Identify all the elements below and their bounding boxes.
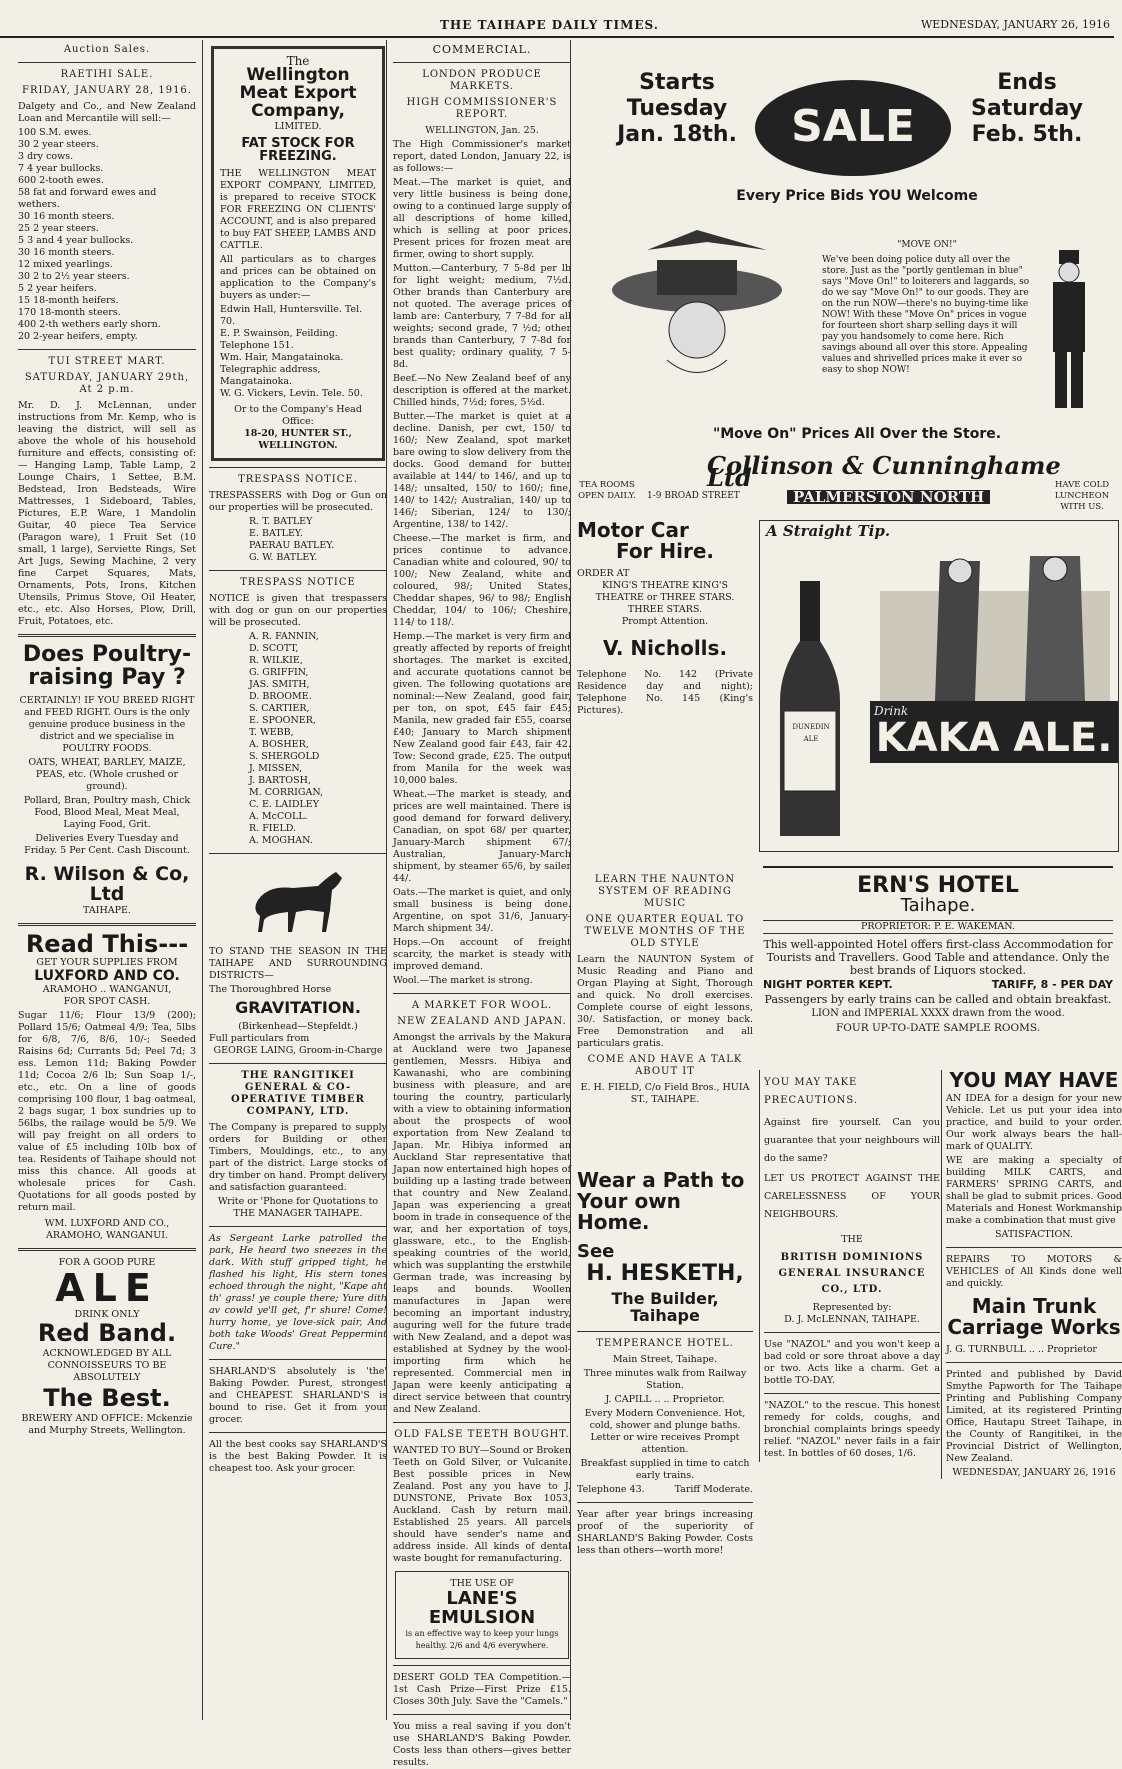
raetihi-lot: 20 2-year heifers, empty.: [18, 331, 138, 342]
naunton-subtitle: ONE QUARTER EQUAL TO TWELVE MONTHS OF THE OLD STYLE: [584, 914, 746, 949]
tearooms-note: TEA ROOMS OPEN DAILY.: [578, 480, 636, 501]
wilson-town: TAIHAPE.: [83, 905, 131, 917]
tui-date: SATURDAY, JANUARY 29th, At 2 p.m.: [24, 372, 190, 395]
hesketh-builder: The Builder, Taihape: [611, 1288, 719, 1325]
raetihi-lot: 170 18-month steers.: [18, 307, 121, 318]
wool-subtitle: NEW ZEALAND AND JAPAN.: [397, 1016, 567, 1027]
luxford-signature: WM. LUXFORD AND CO., ARAMOHO, WANGANUI.: [44, 1217, 170, 1241]
raetihi-lot: 30 16 month steers.: [18, 247, 115, 258]
sharland-ad-2: All the best cooks say SHARLAND'S is the best Baking Powder. It is cheapest too. Ask your grocer.: [209, 1438, 387, 1474]
luxford-intro: GET YOUR SUPPLIES FROM: [36, 957, 178, 969]
meat-fat-stock: FAT STOCK FOR FREEZING.: [241, 135, 355, 165]
temperance-title: TEMPERANCE HOTEL.: [596, 1337, 734, 1349]
motor-head-1: Motor Car: [577, 518, 689, 542]
market-paragraph: Hemp.—The market is very firm and greatly affected by reports of freight shortages. The market is excited, and accurate quotations cannot be given. The following quotations are nominal:—New Zealand, good fair, per ton, on spot, £45 fair £45; Manila, new graded fair £55, coarse £40; January to March shipment New Zealand good fair £43, fair 42. Tow: Second grade, £25. The output from Manila for the week was 10,000 bales.: [393, 631, 571, 786]
masthead: [0, 14, 1114, 38]
teeth-title: OLD FALSE TEETH BOUGHT.: [394, 1429, 570, 1440]
naunton-field: E. H. FIELD, C/o Field Bros., HUIA ST., TAIHAPE.: [580, 1082, 750, 1105]
lower-row: [577, 1068, 1122, 1710]
carriage-specialty: WE are making a specialty of building MILK CARTS, and FARMERS' SPRING CARTS, and shall be glad to submit prices. Good Materials and Honest Workmanship make a combination that must give: [946, 1155, 1122, 1226]
meat-office: Or to the Company's Head Office:: [234, 403, 362, 427]
raetihi-lot: 3 dry cows.: [18, 151, 74, 162]
ale-for: FOR A GOOD PURE: [58, 1256, 156, 1268]
raetihi-lot: 400 2-th wethers early shorn.: [18, 319, 161, 330]
carriage-works-ad: [941, 1070, 1122, 1479]
column-2: [202, 40, 387, 1720]
poultry-delivery: Deliveries Every Tuesday and Friday. 5 Per Cent. Cash Discount.: [24, 833, 190, 857]
hotel-title: ERN'S HOTEL: [857, 873, 1019, 898]
column-1: [18, 40, 196, 1720]
hotel-tariff: TARIFF, 8 - PER DAY: [991, 977, 1113, 991]
motor-owner: V. Nicholls.: [602, 636, 728, 660]
raetihi-lot: 12 mixed yearlings.: [18, 259, 113, 270]
raetihi-lot: 25 2 year steers.: [18, 223, 99, 234]
hotel-porter: NIGHT PORTER KEPT.: [763, 977, 893, 991]
auction-heading: Auction Sales.: [63, 44, 151, 55]
raetihi-lot: 7 4 year bullocks.: [18, 163, 104, 174]
horse-stand: TO STAND THE SEASON IN THE TAIHAPE AND SURROUNDING DISTRICTS—: [209, 945, 387, 981]
nazol-ad-1: Use "NAZOL" and you won't keep a bad cold or sore throat above a day or two. Acts like a charm. Get a bottle TO-DAY.: [764, 1339, 940, 1386]
policeman-illustration: [1039, 250, 1099, 410]
market-paragraph: Wool.—The market is strong.: [393, 975, 533, 986]
temperance-body: Every Modern Convenience. Hot, cold, shower and plunge baths. Letter or wire receives Prompt attention.: [584, 1407, 746, 1455]
precautions-head: YOU MAY TAKE PRECAUTIONS.: [764, 1077, 859, 1106]
raetihi-intro: Dalgety and Co., and New Zealand Loan and Mercantile will sell:—: [18, 101, 196, 124]
desert-gold-ad: DESERT GOLD TEA Competition.—1st Cash Prize—First Prize £15. Closes 30th July. Save the "Camels.": [393, 1671, 571, 1707]
trespass-2-name: R. FIELD.: [249, 822, 297, 834]
temperance-proprietor: J. CAPILL .. .. Proprietor.: [605, 1393, 725, 1405]
imprint-date: WEDNESDAY, JANUARY 26, 1916: [952, 1467, 1116, 1478]
men-illustration: [880, 551, 1110, 701]
teeth-body: WANTED TO BUY—Sound or Broken Teeth on Gold Silver, or Vulcanite. Best possible prices in New Zealand. Post any you have to J. DUNSTONE, Private Box 1053, Auckland. Cash by return mail. Established 25 years. All parcels should have sender's name and address inside. All kinds of dental waste bought for remanufacturing.: [393, 1445, 571, 1564]
raetihi-lot: 58 fat and forward ewes and wethers.: [18, 187, 157, 210]
motor-head-2: For Hire.: [615, 539, 715, 563]
trespass-2-title: TRESPASS NOTICE: [240, 576, 356, 588]
move-on-body: We've been doing police duty all over the store. Just as the "portly gentleman in blue" says "Move On!" to loiterers and laggards, so do we say "Move On!" to our goods. They are on the run NOW—there's no buying-time like NOW! With these "Move On" prices in vogue for fourteen short sharp selling days it will pay you handsomely to come here. Rich savings abound all over this store. Appealing values and shrivelled prices make it ever so easy to shop NOW!: [822, 255, 1030, 375]
bottle-icon: [770, 581, 850, 841]
horse-illustration: [209, 860, 387, 944]
meat-buyer: Edwin Hall, Huntersville. Tel. 70.: [220, 303, 363, 327]
trespass-2-body: NOTICE is given that trespassers with dog or gun on our properties will be prosecuted.: [209, 592, 387, 628]
kaka-banner: [870, 701, 1118, 763]
kaka-tip: A Straight Tip.: [766, 522, 891, 540]
tui-title: TUI STREET MART.: [48, 356, 166, 367]
temperance-breakfast: Breakfast supplied in time to catch early trains.: [580, 1457, 750, 1481]
meat-company-name: Wellington Meat Export Company,: [239, 65, 357, 121]
raetihi-title: RAETIHI SALE.: [60, 69, 154, 80]
horse-pedigree: (Birkenhead—Stepfeldt.): [238, 1020, 358, 1032]
horse-name: GRAVITATION.: [235, 997, 361, 1017]
you-may-have: YOU MAY HAVE: [949, 1068, 1119, 1092]
newspaper-title: THE TAIHAPE DAILY TIMES.: [440, 18, 659, 32]
store-address: 1-9 BROAD STREET: [647, 491, 740, 501]
horse-particulars: Full particulars from: [209, 1032, 310, 1044]
sale-tagline: Every Price Bids YOU Welcome: [736, 188, 978, 204]
temperance-address: Main Street, Taihape.: [612, 1353, 718, 1365]
lanes-use: THE USE OF: [450, 1578, 514, 1589]
sharland-proof-ad: Year after year brings increasing proof of the superiority of SHARLAND'S Baking Powder. Costs less than others—worth more!: [577, 1508, 753, 1556]
hotel-trains: Passengers by early trains can be called and obtain breakfast.: [764, 992, 1112, 1006]
kaka-name: KAKA ALE.: [875, 715, 1113, 761]
timber-manager: THE MANAGER TAIHAPE.: [233, 1207, 363, 1219]
insurance-agent: D. J. McLENNAN, TAIHAPE.: [784, 1314, 920, 1325]
london-markets-title: LONDON PRODUCE MARKETS.: [422, 69, 542, 92]
nazol-ad-2: "NAZOL" to the rescue. This honest remedy for colds, coughs, and bronchial complaints brings speedy relief. "NAZOL" never fails in a fair test. In bottles of 60 doses, 1/6.: [764, 1400, 940, 1459]
raetihi-lot: 15 18-month heifers.: [18, 295, 119, 306]
temperance-tariff: Tariff Moderate.: [674, 1483, 753, 1495]
trespass-2-name: A. McCOLL.: [249, 810, 308, 822]
poultry-body: CERTAINLY! IF YOU BREED RIGHT and FEED RIGHT. Ours is the only genuine produce business in the district and we specialise in POULTRY FOODS.: [19, 695, 195, 755]
sale-oval: SALE: [755, 80, 951, 176]
trespass-2-name: J. MISSEN,: [249, 762, 303, 774]
sale-ad: [577, 40, 1117, 510]
trespass-2-name: R. WILKIE,: [249, 654, 303, 666]
lady-with-hat-illustration: [607, 220, 787, 390]
sharland-ad-1: SHARLAND'S absolutely is 'the' Baking Powder. Purest, strongest and CHEAPEST. SHARLAND'S is bound to rise. Get it from your grocer.: [209, 1365, 387, 1425]
wilson-name: R. Wilson & Co, Ltd: [24, 863, 190, 906]
carriage-repairs: REPAIRS TO MOTORS & VEHICLES of All Kinds done well and quickly.: [946, 1254, 1122, 1289]
move-on-copy: [822, 240, 1032, 376]
trespass-1-names: [209, 516, 387, 564]
luxford-towns: ARAMOHO .. WANGANUI,: [42, 983, 172, 995]
luxford-body: Sugar 11/6; Flour 13/9 (200); Pollard 15/6; Oatmeal 4/9; Tea, 5lbs for 6/8, 7/6, 8/6, 10/-; Seeded Raisins 6d; Currants 5d; Peel 7d; 3 ess. Lemon 11d; Baking Powder 11d; Cocoa 2/6 lb; Sun Soap 1/-, etc., etc. On a line of goods comprising 100 flour, 1 bag oatmeal, 2 bags sugar, 1 box sundries up to 56lbs, the railage would be 5/9. We will pay freight on all orders to value of £5 including 10lb box of tea. Residents of Taihape should not miss this chance. All goods at wholesale prices for Cash. Quotations for all goods posted by return mail.: [18, 1009, 196, 1213]
meat-buyer: W. G. Vickers, Levin. Tele. 50.: [220, 387, 363, 399]
insurance-ad: [759, 1070, 940, 1462]
precautions-protect: LET US PROTECT AGAINST THE CARELESSNESS OF YOUR NEIGHBOURS.: [764, 1173, 940, 1220]
market-paragraph: Wheat.—The market is steady, and prices are well maintained. There is good demand for forward delivery. Canadian, on spot 68/ per quarter, January-March shipment 67/; Australian, January-March shipment, by steamer 65/6, by sailer 44/.: [393, 789, 571, 884]
market-report: [393, 139, 571, 987]
trespass-1-title: TRESPASS NOTICE.: [238, 473, 358, 485]
meat-particulars: All particulars as to charges and prices can be obtained on application to the Company's buyers as under:—: [220, 253, 376, 301]
column-3: [386, 40, 571, 1768]
lanes-tagline: is an effective way to keep your lungs healthy. 2/6 and 4/6 everywhere.: [405, 1628, 559, 1650]
commercial-heading: COMMERCIAL.: [432, 43, 532, 56]
sale-ends: Ends Saturday Feb. 5th.: [971, 70, 1083, 147]
carriage-proprietor: J. G. TURNBULL .. .. Proprietor: [946, 1344, 1097, 1355]
trespass-2-name: D. SCOTT,: [249, 642, 299, 654]
market-paragraph: Hops.—On account of freight scarcity, the market is steady with improved demand.: [393, 937, 571, 972]
move-on-heading: "MOVE ON!": [897, 240, 957, 250]
read-this-headline: Read This---: [25, 930, 189, 959]
poultry-headline: Does Poultry-raising Pay ?: [22, 642, 192, 691]
trespass-1-body: TRESPASSERS with Dog or Gun on our properties will be prosecuted.: [209, 489, 387, 513]
trespass-2-name: J. BARTOSH,: [249, 774, 311, 786]
path-headline: Wear a Path to Your own Home.: [577, 1168, 745, 1234]
ale-brewery: BREWERY AND OFFICE: Mckenzie and Murphy Streets, Wellington.: [21, 1413, 193, 1437]
meat-body: THE WELLINGTON MEAT EXPORT COMPANY, LIMITED, is prepared to receive STOCK FOR FREEZING ON CLIENTS' ACCOUNT, and is also prepared to buy FAT SHEEP, LAMBS AND CATTLE.: [220, 167, 376, 251]
wool-body: Amongst the arrivals by the Makura at Auckland were two Japanese gentlemen, Messrs. Hibiya and Kawanashi, who are combining business with pleasure, and are touring the country, particularly with a view to obtaining information about the prospects of wool exportation from New Zealand to Japan. Mr. Hibiya informed an Auckland Star representative that Japan now entertained high hopes of building up a lasting trade between that country and New Zealand. Japan was experiencing a great boom in trade in consequence of the war, and her exportation of toys, glassware, etc., to the English-speaking countries of the world, which was supplanting the erstwhile German trade, was increasing by leaps and bounds. Woollen manufactures in Japan were becoming an important industry, auguring well for the future trade with New Zealand, and a depot was established at Sydney by the wool-importing firm which he represented. Commercial men in Japan were keenly anticipating a direct service between that country and New Zealand.: [393, 1032, 571, 1415]
meat-buyer: E. P. Swainson, Feilding. Telephone 151.: [220, 327, 338, 351]
market-dateline: WELLINGTON, Jan. 25.: [425, 125, 539, 136]
meat-limited: LIMITED.: [274, 120, 322, 132]
insurance-company: BRITISH DOMINIONS GENERAL INSURANCE CO., LTD.: [778, 1252, 926, 1295]
naunton-title: LEARN THE NAUNTON SYSTEM OF READING MUSIC: [594, 874, 736, 909]
erns-hotel-ad: [763, 866, 1113, 1036]
motor-prompt: Prompt Attention.: [621, 616, 709, 627]
market-paragraph: Butter.—The market is quiet at a decline. Danish, per cwt, 150/ to 160/; New Zealand, spot market bare owing to slow delivery from the docks. Good demand for butter available at 144/ to 146/, and up to 148/; unsalted, 150/ to 160/; fine, 140/ to 142/; Australian, 140/ up to 146/; Siberian, 124/ to 130/; Argentine, 138/ to 142/.: [393, 411, 571, 530]
trespass-2-name: G. GRIFFIN,: [249, 666, 309, 678]
trespass-2-name: T. WEBB,: [249, 726, 294, 738]
trespass-1-name: PAERAU BATLEY.: [249, 539, 335, 551]
hotel-rooms: FOUR UP-TO-DATE SAMPLE ROOMS.: [835, 1021, 1041, 1034]
issue-date: WEDNESDAY, JANUARY 26, 1916: [920, 18, 1110, 31]
horse-icon: [238, 860, 358, 940]
carriage-idea: AN IDEA for a design for your new Vehicle. Let us put your idea into practice, and build to your order. Our work always bears the hall-mark of QUALITY.: [946, 1093, 1122, 1152]
motor-car-ad: [577, 520, 753, 719]
meat-export-ad: [211, 46, 385, 461]
market-paragraph: Beef.—No New Zealand beef of any description is offered at the market. Chilled hinds, 7½d; fores, 5½d.: [393, 373, 571, 408]
naunton-body: Learn the NAUNTON System of Music Reading and Piano and Organ Playing at Sight, Thorough and quick. No droll exercises. Complete course of eight lessons, 30/. Satisfaction, or money back. Free Demonstration and all particulars gratis.: [577, 954, 753, 1049]
trespass-2-name: C. E. LAIDLEY: [249, 798, 319, 810]
trespass-2-names: [209, 631, 387, 847]
insurance-represented: Represented by:: [812, 1302, 892, 1313]
ale-acknowledged: ACKNOWLEDGED BY ALL CONNOISSEURS TO BE ABSOLUTELY: [42, 1348, 172, 1384]
trespass-1-name: G. W. BATLEY.: [249, 551, 318, 563]
tui-body: Mr. D. J. McLennan, under instructions from Mr. Kemp, who is leaving the district, will sell as above the whole of his household furniture and effects, consisting of:— Hanging Lamp, Table Lamp, 2 Lounge Chairs, 1 Settee, B.M. Bedstead, Iron Bedsteads, Wire Mattresses, 1 Sideboard, Tables, Pictures, E.P. Ware, 1 Mandolin Guitar, 40 piece Tea Service (Paragon ware), 1 Fruit Set (10 small, 1 large), Serviette Rings, Set Art Jugs, Sewing Machine, 2 very fine Carpet Squares, Mats, Ornaments, Pots, Irons, Kitchen Utensils, Primus Stove, Oil Heater, etc., etc. Also Horses, Plow, Drill, Fruit, Potatoes, etc.: [18, 400, 196, 627]
motor-places: KING'S THEATRE KING'S THEATRE or THREE STARS. THREE STARS.: [595, 580, 735, 615]
trespass-2-name: A. BOSHER,: [249, 738, 309, 750]
precautions-body: Against fire yourself. Can you guarantee that your neighbours will do the same?: [764, 1117, 940, 1164]
raetihi-lot: 30 16 month steers.: [18, 211, 115, 222]
luxford-name: LUXFORD AND CO.: [34, 968, 180, 985]
store-logo: [627, 451, 1067, 510]
printer-imprint: Printed and published by David Smythe Papworth for The Taihape Printing and Publishing Company Limited, at its registered Printing Office, Hautapu Street Taihape, in the County of Rangitikei, in the Provincial District of Wellington, New Zealand.: [946, 1369, 1122, 1464]
raetihi-lot: 5 3 and 4 year bullocks.: [18, 235, 134, 246]
bottle-label: DUNEDIN ALE: [792, 723, 830, 743]
trespass-1-name: R. T. BATLEY: [249, 515, 313, 527]
timber-body: The Company is prepared to supply orders for Building or other Timbers, Mouldings, etc., to any part of the district. Large stocks of dry timber on hand. Prompt delivery and satisfaction guaranteed.: [209, 1121, 387, 1193]
motor-order: ORDER AT: [577, 568, 630, 579]
market-paragraph: Oats.—The market is quiet, and only small business is being done. Argentine, on spot 31/6, January-March shipment 34/.: [393, 887, 571, 934]
poultry-grains: OATS, WHEAT, BARLEY, MAIZE, PEAS, etc. (Whole crushed or ground).: [28, 757, 186, 793]
raetihi-lot: 100 S.M. ewes.: [18, 127, 92, 138]
meat-buyer-list: [220, 304, 376, 400]
sergeant-poem: As Sergeant Larke patrolled the park, He heard two sneezes in the dark. With stuff gripped tight, he flashed his light, His stern tones echoed through the night, "Kape aht th' grass! ye couple there; Yure dith av cowld ye'll get, f'r shure! Come! hurry home, ye love-sick pair, And both take Woods' Great Peppermint Cure.": [209, 1232, 387, 1352]
timber-write: Write or 'Phone for Quotations to: [217, 1195, 379, 1207]
hotel-body: This well-appointed Hotel offers first-class Accommodation for Tourists and Travellers. Good Table and attendance. Only the best brands of Liquors stocked.: [763, 937, 1113, 977]
meat-the: The: [286, 54, 310, 68]
insurance-the: THE: [841, 1234, 863, 1245]
raetihi-date: FRIDAY, JANUARY 28, 1916.: [22, 85, 192, 96]
wool-title: A MARKET FOR WOOL.: [411, 1000, 553, 1011]
hesketh-ad: [577, 1170, 753, 1559]
ale-best: The Best.: [43, 1384, 171, 1413]
ale-word: ALE: [55, 1265, 159, 1310]
market-paragraph: The High Commissioner's market report, dated London, January 22, is as follows:—: [393, 139, 571, 174]
trespass-2-name: S. SHERGOLD: [249, 750, 320, 762]
ale-red-band: Red Band.: [37, 1318, 177, 1347]
raetihi-lot: 30 2 year steers.: [18, 139, 99, 150]
hc-report-title: HIGH COMMISSIONER'S REPORT.: [406, 97, 558, 120]
meat-buyer: Wm. Hair, Mangatainoka. Telegraphic address, Mangatainoka.: [220, 351, 344, 387]
horse-breed: The Thoroughbred Horse: [209, 983, 332, 995]
lanes-emulsion-ad: [395, 1571, 569, 1659]
luxford-cash: FOR SPOT CASH.: [63, 995, 151, 1007]
raetihi-lot: 600 2-tooth ewes.: [18, 175, 104, 186]
timber-title: THE RANGITIKEI GENERAL & CO-OPERATIVE TIMBER COMPANY, LTD.: [231, 1069, 365, 1117]
horse-contact: GEORGE LAING, Groom-in-Charge: [213, 1044, 383, 1056]
market-paragraph: Mutton.—Canterbury, 7 5-8d per lb for light weight; medium, 7½d. Other brands than Canterbury are not quoted. The average prices of lamb are: Canterbury, 7 7-8d for all weights; second grade, 7 ½d; other brands than Canterbury, 7 7-8d for best quality; ordinary quality, 7 5-8d.: [393, 263, 571, 370]
store-town: PALMERSTON NORTH: [787, 490, 990, 504]
lanes-name: LANE'S EMULSION: [428, 1588, 536, 1628]
motor-telephone: Telephone No. 142 (Private Residence day and night); Telephone No. 145 (King's Pictures).: [577, 669, 753, 716]
trespass-2-name: JAS. SMITH,: [249, 678, 310, 690]
meat-address: 18-20, HUNTER ST., WELLINGTON.: [244, 427, 352, 451]
raetihi-lot-list: [18, 127, 196, 343]
trespass-2-name: M. CORRIGAN,: [249, 786, 324, 798]
poultry-foods: Pollard, Bran, Poultry mash, Chick Food, Blood Meal, Meat Meal, Laying Food, Grit.: [23, 795, 191, 831]
raetihi-lot: 30 2 to 2½ year steers.: [18, 271, 130, 282]
store-name: Collinson & Cunninghame Ltd: [707, 451, 1061, 492]
trespass-2-name: A. MOGHAN.: [249, 834, 313, 846]
hotel-proprietor: PROPRIETOR: P. E. WAKEMAN.: [763, 920, 1113, 934]
hotel-town: Taihape.: [900, 895, 976, 917]
carriage-satisfaction: SATISFACTION.: [995, 1229, 1073, 1240]
naunton-come: COME AND HAVE A TALK ABOUT IT: [587, 1054, 743, 1077]
market-paragraph: Meat.—The market is quiet, and very little business is being done, owing to a continued large supply of all descriptions of home killed, which is selling at poor prices. Present prices for frozen meat are firmer, owing to short supply.: [393, 177, 571, 260]
move-on-prices: "Move On" Prices All Over the Store.: [712, 426, 1002, 442]
sharland-miss-ad: You miss a real saving if you don't use SHARLAND'S Baking Powder. Costs less than others—gives better results.: [393, 1720, 571, 1768]
column-4: [570, 40, 1122, 1720]
see-label: See: [577, 1241, 615, 1262]
ale-drink: DRINK ONLY: [74, 1308, 140, 1320]
trespass-2-name: E. SPOONER,: [249, 714, 316, 726]
trespass-2-name: D. BROOME.: [249, 690, 312, 702]
temperance-walk: Three minutes walk from Railway Station.: [583, 1367, 747, 1391]
temperance-telephone: Telephone 43.: [577, 1483, 645, 1495]
sale-starts: Starts Tuesday Jan. 18th.: [617, 70, 737, 147]
kaka-drink: Drink: [874, 704, 909, 718]
hotel-lion: LION and IMPERIAL XXXX drawn from the wood.: [811, 1007, 1065, 1019]
raetihi-lot: 5 2 year heifers.: [18, 283, 97, 294]
trespass-1-name: E. BATLEY.: [249, 527, 303, 539]
trespass-2-name: A. R. FANNIN,: [249, 630, 319, 642]
luncheon-note: HAVE COLD LUNCHEON WITH US.: [1054, 480, 1110, 512]
trespass-2-name: S. CARTIER,: [249, 702, 310, 714]
hesketh-name: H. HESKETH,: [586, 1260, 744, 1286]
carriage-works-name: Main Trunk Carriage Works: [947, 1294, 1121, 1339]
kaka-ale-ad: [759, 520, 1119, 852]
market-paragraph: Cheese.—The market is firm, and prices continue to advance. Canadian white and coloured, 90/ to 100/; New Zealand, white and coloured, 98/; United States, Cheddar shapes, 96/ to 98/; English Cheddar, 104/ to 106/; Cheshire, 114/ to 118/.: [393, 533, 571, 628]
